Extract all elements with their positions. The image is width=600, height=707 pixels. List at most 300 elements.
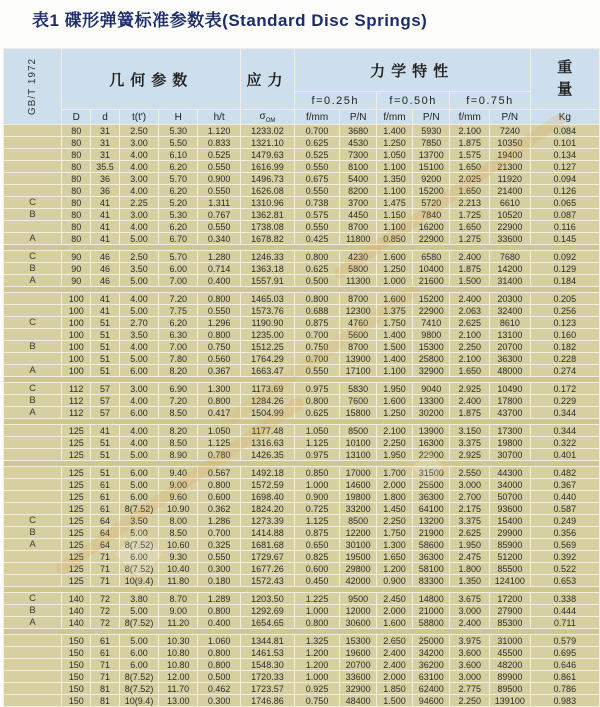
cell: 30700 — [490, 449, 530, 460]
cell: 15100 — [413, 161, 449, 172]
cell: 0.800 — [295, 617, 340, 628]
cell: 4530 — [340, 137, 375, 148]
cell: 7300 — [340, 149, 375, 160]
cell: 10(9.4) — [120, 695, 159, 706]
cell: 0.500 — [295, 275, 340, 286]
cell: 10.60 — [159, 539, 197, 550]
table-row — [4, 305, 599, 316]
cell: 1177.48 — [241, 425, 293, 436]
cell: 8700 — [340, 293, 375, 304]
row-class-label — [4, 635, 61, 646]
cell: 0.750 — [198, 341, 240, 352]
cell: 13100 — [490, 329, 530, 340]
cell: 8(7.52) — [120, 671, 159, 682]
cell: 2.400 — [450, 617, 489, 628]
cell: 0.101 — [531, 137, 599, 148]
cell: 1292.69 — [241, 605, 293, 616]
cell: 10.90 — [159, 503, 197, 514]
cell: 1.350 — [450, 575, 489, 586]
cell: 22900 — [413, 449, 449, 460]
cell: 1548.30 — [241, 659, 293, 670]
cell: 5830 — [340, 383, 375, 394]
cell: 64 — [91, 539, 119, 550]
cell: 1.311 — [198, 197, 240, 208]
cell: 0.123 — [531, 317, 599, 328]
cell: 22900 — [490, 221, 530, 232]
row-class-label — [4, 137, 61, 148]
cell: 1.125 — [198, 437, 240, 448]
table-row — [4, 605, 599, 616]
cell: 2.625 — [450, 527, 489, 538]
cell: 41 — [91, 209, 119, 220]
cell: 1678.82 — [241, 233, 293, 244]
cell: 2.650 — [377, 635, 412, 646]
header-deflection-1: f=0.50h — [377, 92, 449, 109]
table-row — [4, 503, 599, 514]
cell: 5.00 — [120, 635, 159, 646]
cell: 0.356 — [531, 527, 599, 538]
cell: 0.550 — [295, 365, 340, 376]
cell: 100 — [62, 293, 90, 304]
cell: 0.653 — [531, 575, 599, 586]
cell: 1.600 — [377, 293, 412, 304]
cell: 1.400 — [377, 125, 412, 136]
cell: 1.650 — [450, 221, 489, 232]
cell: 17300 — [490, 425, 530, 436]
column-header-f/mm: f/mm — [450, 110, 489, 124]
cell: 1426.35 — [241, 449, 293, 460]
cell: 0.344 — [531, 407, 599, 418]
cell: 85300 — [490, 617, 530, 628]
cell: 1492.18 — [241, 467, 293, 478]
table-row — [4, 353, 599, 364]
cell: 29800 — [340, 563, 375, 574]
cell: 20700 — [340, 659, 375, 670]
cell: 0.444 — [531, 605, 599, 616]
cell: 8.00 — [159, 515, 197, 526]
row-class-label — [4, 173, 61, 184]
cell: 1677.26 — [241, 563, 293, 574]
cell: 90 — [62, 251, 90, 262]
cell: 58100 — [413, 563, 449, 574]
page-title: 表1 碟形弹簧标准参数表(Standard Disc Springs) — [32, 11, 428, 30]
cell: 2.400 — [377, 647, 412, 658]
cell: 21900 — [413, 527, 449, 538]
cell: 8(7.52) — [120, 617, 159, 628]
cell: 112 — [62, 395, 90, 406]
cell: 3.000 — [450, 605, 489, 616]
cell: 2.025 — [450, 173, 489, 184]
cell: 10350 — [490, 137, 530, 148]
cell: 0.367 — [531, 479, 599, 490]
table-row — [4, 395, 599, 406]
table-row — [4, 617, 599, 628]
cell: 0.325 — [198, 539, 240, 550]
cell: 51 — [91, 467, 119, 478]
row-class-label — [4, 647, 61, 658]
cell: 57 — [91, 407, 119, 418]
row-class-label — [4, 125, 61, 136]
cell: 3.150 — [450, 425, 489, 436]
cell: 2.213 — [450, 197, 489, 208]
cell: 48400 — [340, 695, 375, 706]
table-row — [4, 527, 599, 538]
cell: 7.00 — [159, 275, 197, 286]
row-class-label — [4, 683, 61, 694]
table-row — [4, 593, 599, 604]
header-deflection-2: f=0.75h — [450, 92, 529, 109]
cell: 0.800 — [198, 659, 240, 670]
cell: 64 — [91, 515, 119, 526]
cell: 5.00 — [120, 449, 159, 460]
row-class-label: A — [4, 233, 61, 244]
row-class-label: A — [4, 365, 61, 376]
table-row — [4, 185, 599, 196]
cell: 0.500 — [198, 671, 240, 682]
cell: 1414.88 — [241, 527, 293, 538]
row-class-label — [4, 467, 61, 478]
cell: 0.417 — [198, 407, 240, 418]
cell: 11920 — [490, 173, 530, 184]
cell: 1.000 — [295, 605, 340, 616]
cell: 1203.50 — [241, 593, 293, 604]
cell: 0.525 — [198, 149, 240, 160]
cell: 2.000 — [377, 605, 412, 616]
cell: 0.400 — [198, 275, 240, 286]
cell: 0.833 — [198, 137, 240, 148]
standard-label-cell — [4, 49, 61, 124]
cell: 1.200 — [295, 659, 340, 670]
cell: 1572.43 — [241, 575, 293, 586]
column-header-t(t'): t(t') — [120, 110, 159, 124]
cell: 22900 — [413, 305, 449, 316]
cell: 0.425 — [295, 233, 340, 244]
cell: 57 — [91, 383, 119, 394]
table-row — [4, 425, 599, 436]
cell: 150 — [62, 635, 90, 646]
cell: 71 — [91, 563, 119, 574]
cell: 1316.63 — [241, 437, 293, 448]
cell: 125 — [62, 425, 90, 436]
cell: 150 — [62, 683, 90, 694]
cell: 71 — [91, 575, 119, 586]
cell: 90 — [62, 263, 90, 274]
cell: 2.250 — [377, 515, 412, 526]
cell: 85500 — [490, 563, 530, 574]
cell: 10490 — [490, 383, 530, 394]
cell: 33600 — [340, 671, 375, 682]
cell: 1.325 — [295, 635, 340, 646]
cell: 2.250 — [450, 341, 489, 352]
cell: 3.00 — [120, 137, 159, 148]
cell: 8(7.52) — [120, 683, 159, 694]
row-class-label — [4, 329, 61, 340]
cell: 8(7.52) — [120, 539, 159, 550]
cell: 1.600 — [377, 617, 412, 628]
cell: 100 — [62, 305, 90, 316]
cell: 0.975 — [295, 449, 340, 460]
cell: 22900 — [413, 233, 449, 244]
cell: 33600 — [490, 233, 530, 244]
cell: 25500 — [413, 479, 449, 490]
cell: 48200 — [490, 659, 530, 670]
cell: 1.250 — [377, 137, 412, 148]
cell: 41 — [91, 305, 119, 316]
cell: 13900 — [340, 353, 375, 364]
cell: 125 — [62, 539, 90, 550]
cell: 150 — [62, 695, 90, 706]
cell: 0.338 — [531, 593, 599, 604]
cell: 1310.96 — [241, 197, 293, 208]
cell: 51200 — [490, 551, 530, 562]
cell: 71 — [91, 551, 119, 562]
cell: 8.20 — [159, 365, 197, 376]
cell: 61 — [91, 635, 119, 646]
disc-spring-parameters-table — [3, 48, 600, 707]
cell: 140 — [62, 593, 90, 604]
cell: 5.30 — [159, 125, 197, 136]
cell: 1729.67 — [241, 551, 293, 562]
cell: 1.475 — [377, 197, 412, 208]
cell: 1.050 — [377, 149, 412, 160]
cell: 0.525 — [295, 149, 340, 160]
column-header-P/N: P/N — [413, 110, 449, 124]
cell: 125 — [62, 503, 90, 514]
cell: 7.20 — [159, 395, 197, 406]
cell: 0.900 — [295, 491, 340, 502]
cell: 35.5 — [91, 161, 119, 172]
cell: 0.550 — [198, 551, 240, 562]
cell: 6.00 — [120, 659, 159, 670]
row-class-label — [4, 293, 61, 304]
cell: 112 — [62, 407, 90, 418]
cell: 5720 — [413, 197, 449, 208]
cell: 6.00 — [120, 365, 159, 376]
cell: 0.322 — [531, 437, 599, 448]
cell: 64100 — [413, 503, 449, 514]
cell: 1504.99 — [241, 407, 293, 418]
cell: 3.00 — [120, 383, 159, 394]
cell: 3.675 — [450, 593, 489, 604]
cell: 20700 — [490, 341, 530, 352]
cell: 7600 — [340, 395, 375, 406]
cell: 90 — [62, 275, 90, 286]
cell: 1.280 — [198, 251, 240, 262]
table-row — [4, 647, 599, 658]
table-row — [4, 293, 599, 304]
cell: 46 — [91, 251, 119, 262]
row-class-label: C — [4, 593, 61, 604]
cell: 7.80 — [159, 353, 197, 364]
cell: 1.850 — [377, 683, 412, 694]
cell: 100 — [62, 353, 90, 364]
table-row — [4, 449, 599, 460]
header-mechanical-properties: 力学特性 — [295, 49, 530, 91]
cell: 125 — [62, 527, 90, 538]
cell: 0.767 — [198, 209, 240, 220]
table-row — [4, 563, 599, 574]
table-row — [4, 221, 599, 232]
cell: 140 — [62, 617, 90, 628]
row-class-label — [4, 353, 61, 364]
row-class-label — [4, 221, 61, 232]
cell: 71 — [91, 659, 119, 670]
cell: 5.30 — [159, 209, 197, 220]
cell: 51 — [91, 353, 119, 364]
cell: 7680 — [490, 251, 530, 262]
cell: 0.184 — [531, 275, 599, 286]
cell: 1.650 — [450, 185, 489, 196]
cell: 0.780 — [198, 449, 240, 460]
cell: 85900 — [490, 539, 530, 550]
cell: 0.256 — [531, 305, 599, 316]
table-row — [4, 467, 599, 478]
cell: 1461.53 — [241, 647, 293, 658]
cell: 1.750 — [377, 317, 412, 328]
cell: 19600 — [340, 647, 375, 658]
cell: 0.700 — [295, 125, 340, 136]
cell: 0.750 — [295, 695, 340, 706]
cell: 0.800 — [198, 605, 240, 616]
row-class-label: A — [4, 617, 61, 628]
cell: 8200 — [340, 185, 375, 196]
cell: 61 — [91, 479, 119, 490]
row-class-label: C — [4, 317, 61, 328]
cell: 0.579 — [531, 635, 599, 646]
table-row — [4, 635, 599, 646]
cell: 1.600 — [377, 395, 412, 406]
cell: 80 — [62, 137, 90, 148]
cell: 0.522 — [531, 563, 599, 574]
cell: 0.084 — [531, 125, 599, 136]
cell: 1.300 — [198, 383, 240, 394]
cell: 8500 — [340, 515, 375, 526]
column-header-d: d — [91, 110, 119, 124]
table-header — [4, 49, 599, 124]
cell: 17100 — [340, 365, 375, 376]
cell: 41 — [91, 233, 119, 244]
cell: 1698.40 — [241, 491, 293, 502]
cell: 10.80 — [159, 659, 197, 670]
cell: 2.400 — [450, 293, 489, 304]
column-header-H: H — [159, 110, 197, 124]
cell: 0.900 — [198, 173, 240, 184]
row-class-label: A — [4, 539, 61, 550]
cell: 5.00 — [120, 305, 159, 316]
cell: 16300 — [413, 437, 449, 448]
table-row — [4, 197, 599, 208]
cell: 4450 — [340, 209, 375, 220]
cell: 0.925 — [295, 683, 340, 694]
column-header-f/mm: f/mm — [295, 110, 340, 124]
cell: 34200 — [413, 647, 449, 658]
table-row — [4, 695, 599, 706]
cell: 1.400 — [377, 329, 412, 340]
row-class-label: A — [4, 275, 61, 286]
cell: 0.825 — [295, 551, 340, 562]
cell: 1723.57 — [241, 683, 293, 694]
cell: 1.950 — [450, 539, 489, 550]
cell: 0.482 — [531, 467, 599, 478]
cell: 7840 — [413, 209, 449, 220]
header-stress: 应力 — [241, 49, 293, 109]
cell: 31000 — [490, 635, 530, 646]
cell: 4.00 — [120, 293, 159, 304]
row-class-label: C — [4, 251, 61, 262]
cell: 1.950 — [377, 449, 412, 460]
cell: 1.286 — [198, 515, 240, 526]
cell: 14800 — [413, 593, 449, 604]
cell: 0.400 — [198, 617, 240, 628]
table-body — [4, 125, 599, 706]
cell: 0.786 — [531, 683, 599, 694]
cell: 4.00 — [120, 149, 159, 160]
cell: 4.00 — [120, 221, 159, 232]
cell: 1.725 — [450, 209, 489, 220]
cell: 1.400 — [377, 353, 412, 364]
table-row — [4, 491, 599, 502]
group-separator — [4, 419, 599, 424]
cell: 80 — [62, 149, 90, 160]
cell: 51 — [91, 365, 119, 376]
cell: 13.00 — [159, 695, 197, 706]
cell: 1.800 — [450, 563, 489, 574]
row-class-label: B — [4, 341, 61, 352]
cell: 0.172 — [531, 383, 599, 394]
cell: 64 — [91, 527, 119, 538]
cell: 36300 — [413, 551, 449, 562]
cell: 139100 — [490, 695, 530, 706]
cell: 0.550 — [295, 161, 340, 172]
cell: 125 — [62, 551, 90, 562]
cell: 33200 — [340, 503, 375, 514]
cell: 0.092 — [531, 251, 599, 262]
cell: 1.200 — [295, 647, 340, 658]
cell: 17800 — [490, 395, 530, 406]
cell: 0.850 — [295, 467, 340, 478]
cell: 72 — [91, 605, 119, 616]
column-header-Kg: Kg — [531, 110, 599, 124]
cell: 2.400 — [450, 251, 489, 262]
cell: 2.100 — [377, 425, 412, 436]
cell: 9.30 — [159, 551, 197, 562]
cell: 2.925 — [450, 383, 489, 394]
cell: 0.180 — [198, 575, 240, 586]
column-header-P/N: P/N — [340, 110, 375, 124]
cell: 1479.63 — [241, 149, 293, 160]
cell: 1173.69 — [241, 383, 293, 394]
cell: 1.100 — [377, 161, 412, 172]
cell: 4230 — [340, 251, 375, 262]
cell: 150 — [62, 671, 90, 682]
cell: 41 — [91, 197, 119, 208]
cell: 9800 — [413, 329, 449, 340]
cell: 4.00 — [120, 341, 159, 352]
table-row — [4, 233, 599, 244]
cell: 21000 — [413, 605, 449, 616]
cell: 0.249 — [531, 515, 599, 526]
cell: 10400 — [413, 263, 449, 274]
cell: 0.800 — [198, 395, 240, 406]
cell: 62400 — [413, 683, 449, 694]
cell: 0.750 — [295, 341, 340, 352]
group-separator — [4, 287, 599, 292]
cell: 7240 — [490, 125, 530, 136]
cell: 2.400 — [377, 659, 412, 670]
cell: 1.600 — [377, 251, 412, 262]
cell: 7410 — [413, 317, 449, 328]
cell: 0.587 — [531, 503, 599, 514]
